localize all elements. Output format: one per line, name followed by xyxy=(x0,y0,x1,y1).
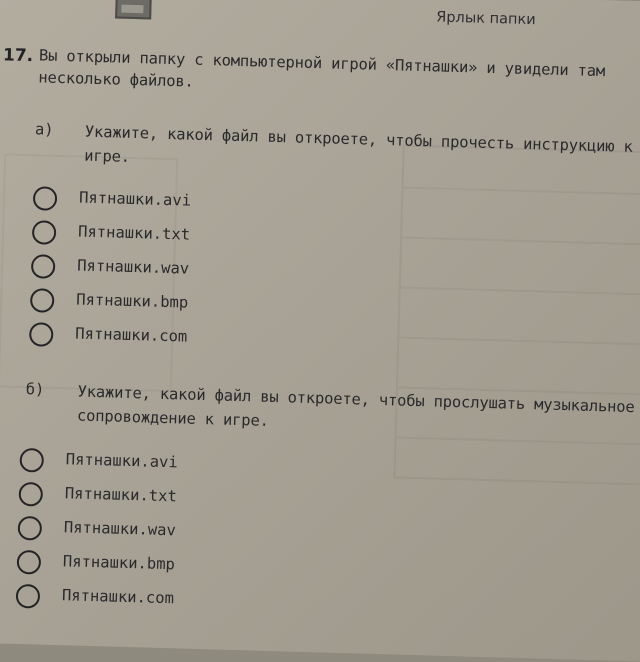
question-text: Вы открыли папку с компьютерной игрой «Пятнашки» и увидели там несколько файлов. xyxy=(38,46,606,91)
folder-shortcut-image xyxy=(115,0,152,19)
radio-circle-icon[interactable] xyxy=(18,516,43,541)
question-number: 17. xyxy=(2,45,34,67)
radio-circle-icon[interactable] xyxy=(18,482,43,507)
option-label: Пятнашки.avi xyxy=(78,188,192,210)
part-b-option-5[interactable] xyxy=(16,582,175,612)
part-b-question: Укажите, какой файл вы откроете, чтобы прослушать музыкальное сопровождение к игре. xyxy=(76,382,635,430)
option-label: Пятнашки.txt xyxy=(64,484,178,506)
radio-circle-icon[interactable] xyxy=(17,550,42,575)
part-a-question: Укажите, какой файл вы откроете, чтобы прочесть инструкцию к игре. xyxy=(84,122,633,166)
part-a-letter: а) xyxy=(34,120,54,139)
part-b-option-4[interactable] xyxy=(16,548,176,578)
folder-label: Ярлык папки xyxy=(436,9,536,29)
option-label: Пятнашки.bmp xyxy=(76,290,189,312)
part-b-option-3[interactable] xyxy=(17,514,177,544)
option-label: Пятнашки.wav xyxy=(63,518,177,540)
radio-circle-icon[interactable] xyxy=(19,448,44,473)
option-label: Пятнашки.com xyxy=(75,324,188,346)
option-label: Пятнашки.com xyxy=(61,586,175,608)
part-b-option-1[interactable] xyxy=(19,446,178,476)
option-label: Пятнашки.txt xyxy=(77,222,191,244)
option-label: Пятнашки.bmp xyxy=(62,552,176,574)
option-label: Пятнашки.wav xyxy=(76,256,190,278)
option-label: Пятнашки.avi xyxy=(65,450,178,472)
radio-circle-icon[interactable] xyxy=(16,584,41,609)
part-b-option-2[interactable] xyxy=(18,480,178,510)
part-b-letter: б) xyxy=(25,380,45,399)
